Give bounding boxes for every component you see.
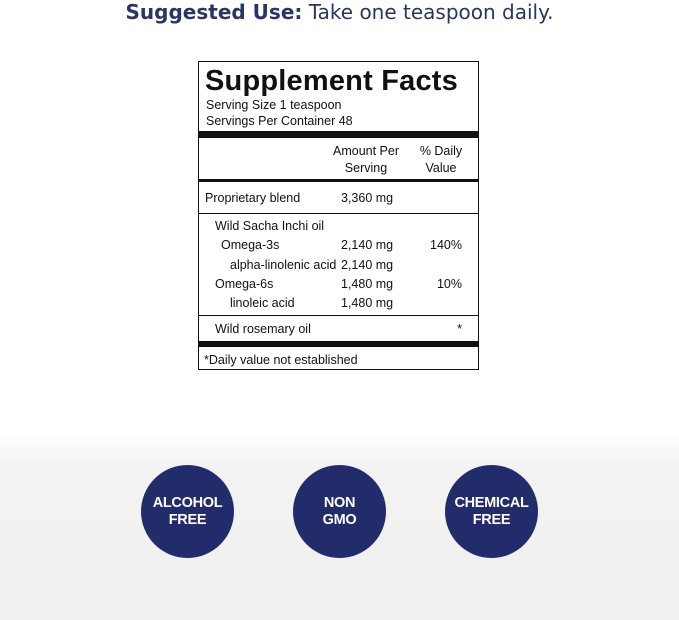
header-amount-line2: Serving <box>344 161 388 175</box>
badge-line2: FREE <box>472 511 511 528</box>
row-proprietary-blend-name: Proprietary blend <box>205 191 301 205</box>
row-linoleic-amount: 1,480 mg <box>341 296 394 310</box>
row-omega6-amount: 1,480 mg <box>341 277 394 291</box>
row-rosemary-dv: * <box>457 322 462 336</box>
footnote: *Daily value not established <box>204 353 358 367</box>
header-divider <box>199 179 478 182</box>
badge-line2: GMO <box>322 511 357 528</box>
badge-alcohol-free <box>141 465 234 558</box>
row-divider <box>199 213 478 214</box>
badge-non-gmo <box>293 465 386 558</box>
row-rosemary-name: Wild rosemary oil <box>215 322 311 336</box>
badge-chemical-free <box>445 465 538 558</box>
badge-line1: NON <box>323 494 356 511</box>
suggested-use-line <box>0 0 679 28</box>
servings-per-container: Servings Per Container 48 <box>206 114 353 128</box>
header-daily-value <box>413 143 469 177</box>
thick-divider <box>199 131 478 138</box>
suggested-use-label: Suggested Use: <box>125 0 303 24</box>
row-proprietary-blend-amount: 3,360 mg <box>341 191 394 205</box>
row-omega3-dv: 140% <box>430 238 462 252</box>
supplement-facts-panel <box>198 61 479 370</box>
row-sacha-inchi-name: Wild Sacha Inchi oil <box>215 219 325 233</box>
row-ala-amount: 2,140 mg <box>341 258 394 272</box>
row-omega6-dv: 10% <box>436 277 462 291</box>
header-dv-line1: % Daily <box>419 144 463 158</box>
header-amount-line1: Amount Per <box>333 144 400 158</box>
header-dv-line2: Value <box>425 161 457 175</box>
badge-line1: ALCOHOL <box>152 494 223 511</box>
row-omega6-name: Omega-6s <box>215 277 274 291</box>
footer-divider <box>199 341 478 347</box>
row-omega3-amount: 2,140 mg <box>341 238 394 252</box>
badge-line2: FREE <box>168 511 207 528</box>
row-omega3-name: Omega-3s <box>221 238 280 252</box>
serving-size: Serving Size 1 teaspoon <box>206 98 342 112</box>
row-linoleic-name: linoleic acid <box>230 296 295 310</box>
row-ala-name: alpha-linolenic acid <box>230 258 337 272</box>
row-divider <box>199 315 478 316</box>
header-amount-per-serving <box>333 143 399 177</box>
facts-title: Supplement Facts <box>205 65 458 97</box>
suggested-use-text: Take one teaspoon daily. <box>308 0 554 24</box>
badge-line1: CHEMICAL <box>454 494 529 511</box>
